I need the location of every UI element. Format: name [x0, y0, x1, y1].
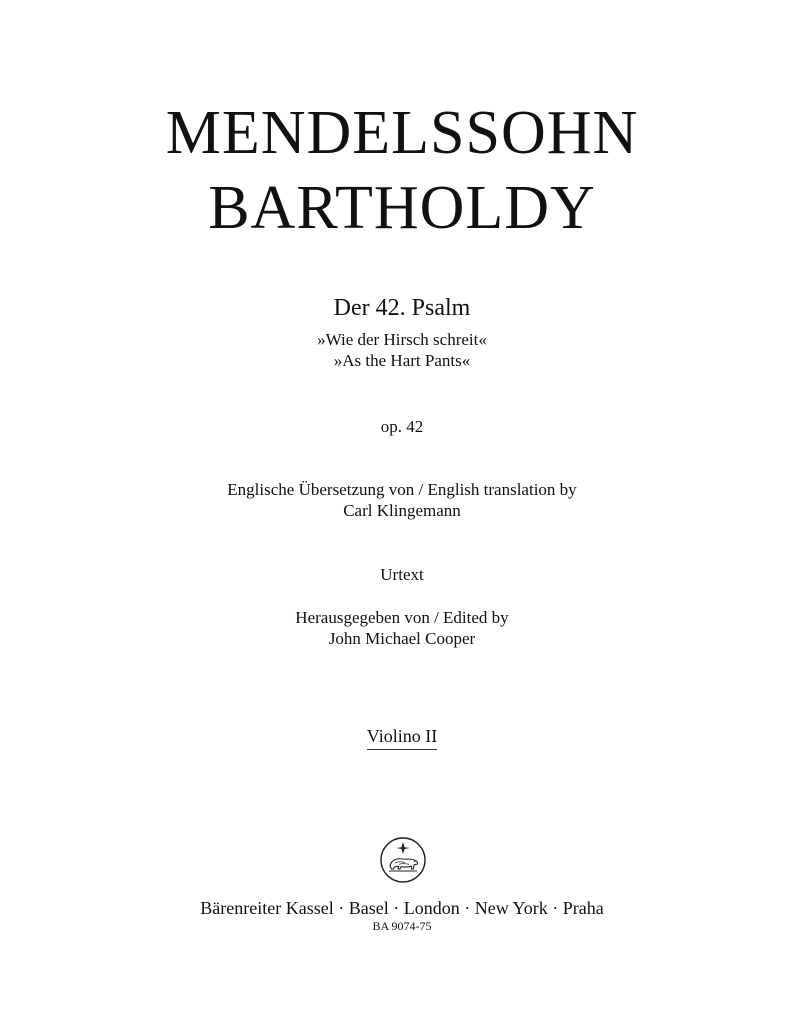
part-name: Violino II [367, 727, 437, 750]
editor-name: John Michael Cooper [328, 629, 476, 648]
work-subtitle-english: »As the Hart Pants« [333, 351, 471, 370]
edition-type: Urtext [380, 565, 424, 584]
publisher-locations: Bärenreiter Kassel · Basel · London · New York · Praha [200, 898, 604, 918]
baerenreiter-bear-logo-icon [379, 836, 427, 884]
work-subtitle-german: »Wie der Hirsch schreit« [317, 330, 487, 349]
catalog-number: BA 9074-75 [372, 919, 432, 933]
translator-name: Carl Klingemann [343, 501, 461, 520]
translation-label: Englische Übersetzung von / English translation by [227, 480, 577, 499]
opus-number: op. 42 [380, 417, 424, 436]
composer-name-line-1: MENDELSSOHN [165, 99, 639, 167]
editor-label: Herausgegeben von / Edited by [295, 608, 509, 627]
part-designation-wrapper [0, 727, 804, 750]
work-title: Der 42. Psalm [333, 295, 471, 321]
composer-name-line-2: BARTHOLDY [208, 174, 596, 242]
